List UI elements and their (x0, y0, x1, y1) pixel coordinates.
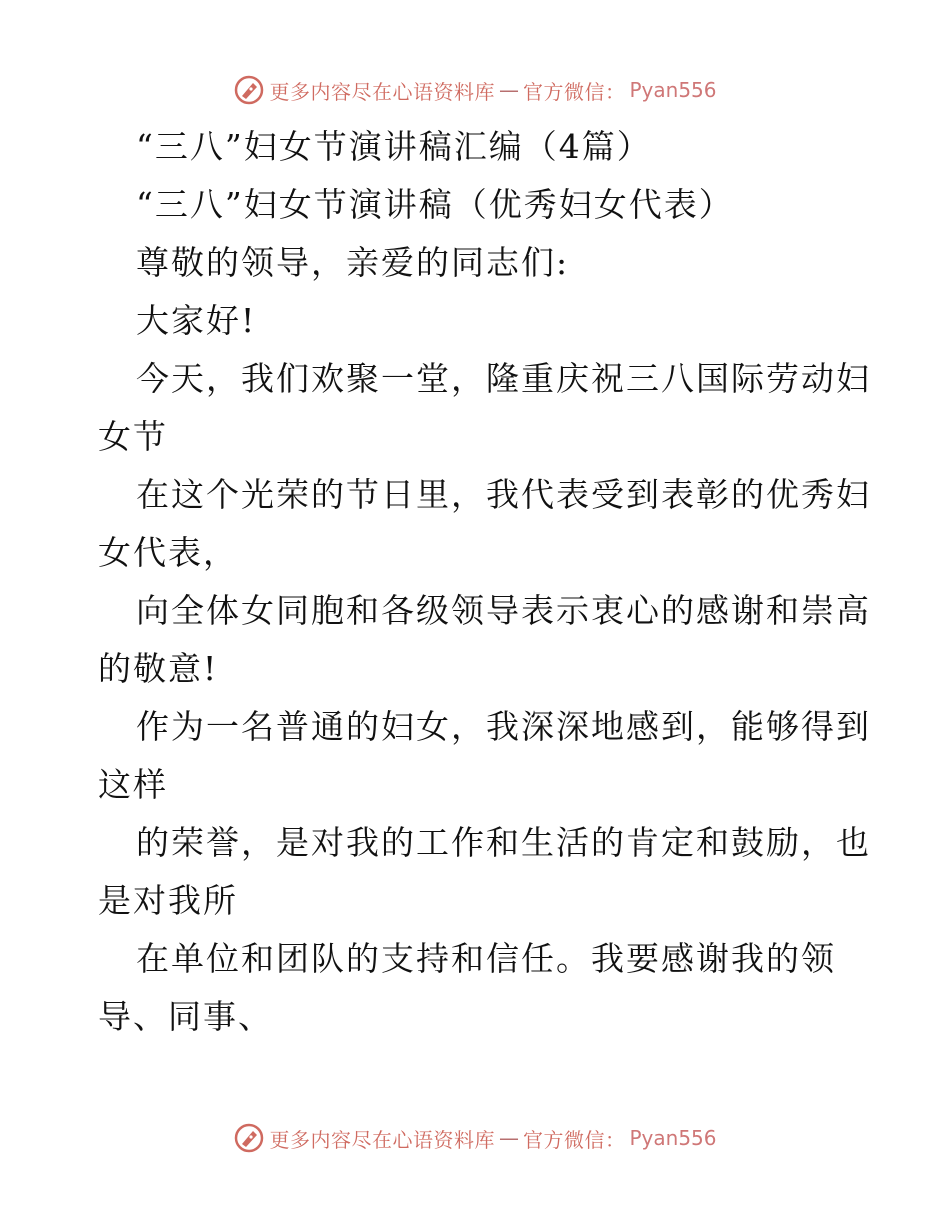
watermark-separator: — (498, 78, 519, 102)
text-line: 这样 (98, 765, 168, 804)
pen-nib-logo-icon (233, 74, 265, 106)
text-line: “三八”妇女节演讲稿（优秀妇女代表） (136, 185, 734, 224)
watermark-id: Pyan556 (629, 1126, 717, 1150)
footer-watermark (0, 1118, 950, 1158)
watermark-text: 更多内容尽在心语资料库 (269, 79, 495, 104)
text-line: 女代表， (98, 533, 238, 572)
text-line: 向全体女同胞和各级领导表示衷心的感谢和崇高 (136, 591, 871, 630)
text-line: 的荣誉，是对我的工作和生活的肯定和鼓励，也 (136, 823, 871, 862)
text-line: “三八”妇女节演讲稿汇编（4篇） (136, 127, 652, 166)
watermark-label: 官方微信： (522, 1127, 626, 1152)
watermark-id: Pyan556 (629, 78, 717, 102)
document-body (98, 118, 871, 1046)
watermark-banner (233, 74, 716, 106)
watermark-separator: — (498, 1126, 519, 1150)
text-line: 今天，我们欢聚一堂，隆重庆祝三八国际劳动妇 (136, 359, 871, 398)
text-line: 尊敬的领导，亲爱的同志们: (136, 243, 570, 282)
text-line: 在这个光荣的节日里，我代表受到表彰的优秀妇 (136, 475, 871, 514)
text-line: 作为一名普通的妇女，我深深地感到，能够得到 (136, 707, 871, 746)
text-line: 大家好! (136, 301, 257, 340)
watermark-banner (233, 1122, 716, 1154)
text-line: 在单位和团队的支持和信任。我要感谢我的领 (136, 939, 836, 978)
header-watermark (0, 70, 950, 110)
text-line: 是对我所 (98, 881, 238, 920)
watermark-label: 官方微信： (522, 79, 626, 104)
text-line: 的敬意! (98, 649, 219, 688)
text-line: 女节 (98, 417, 168, 456)
watermark-text: 更多内容尽在心语资料库 (269, 1127, 495, 1152)
pen-nib-logo-icon (233, 1122, 265, 1154)
text-line: 导、同事、 (98, 997, 273, 1036)
